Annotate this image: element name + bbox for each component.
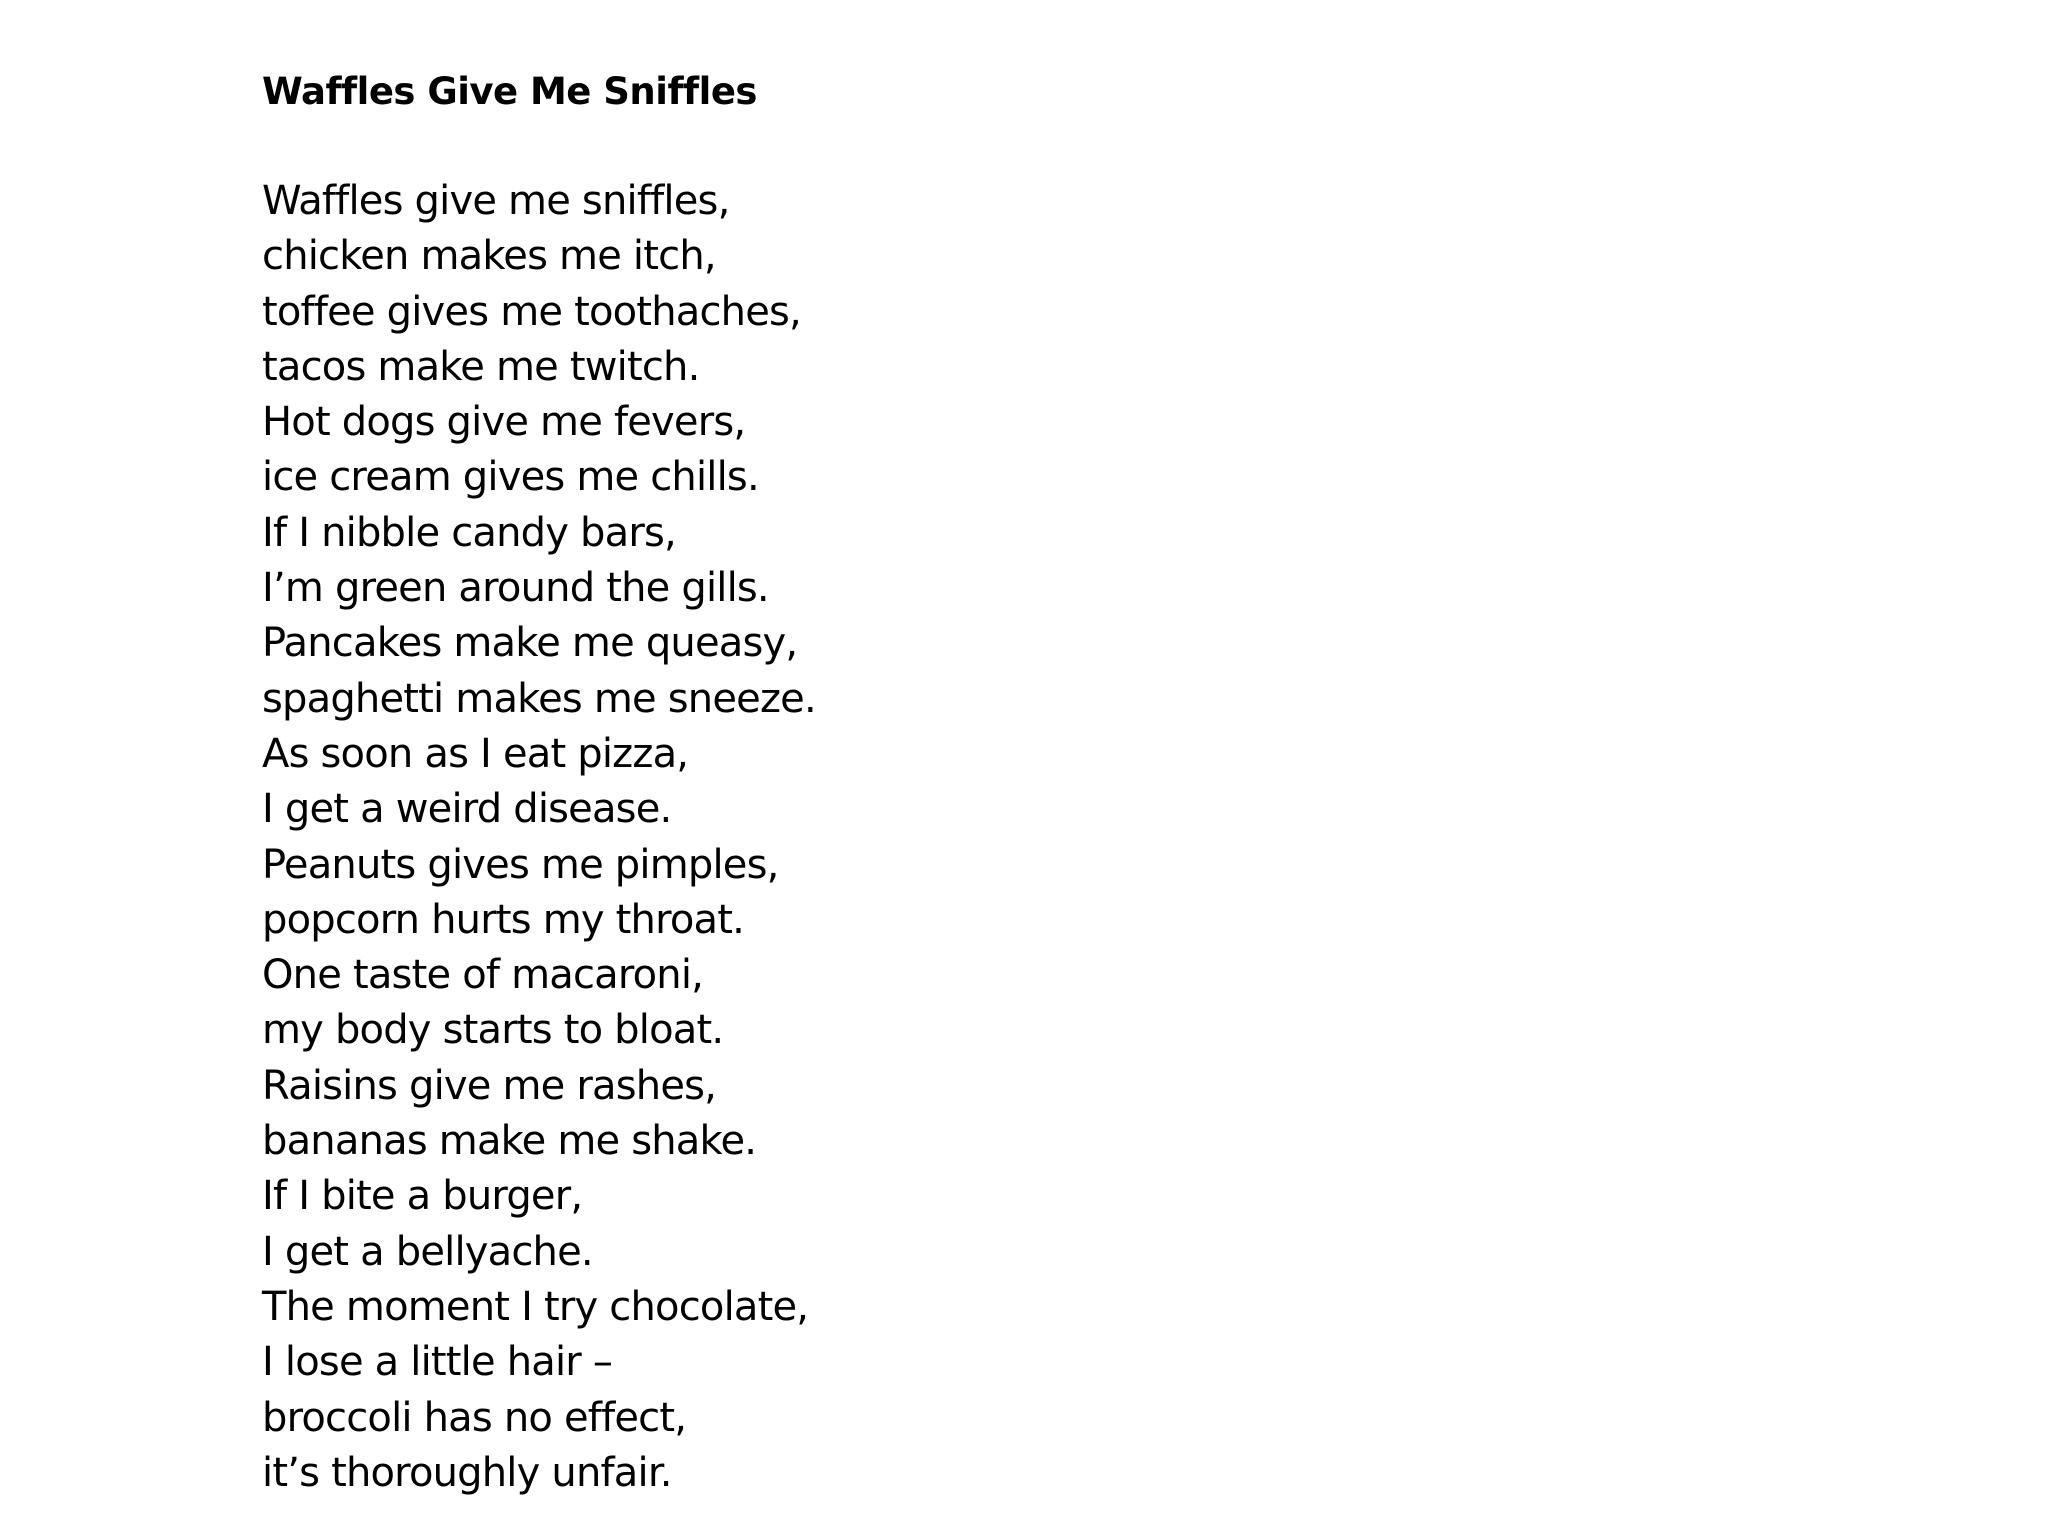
poem-line: Waffles give me sniffles, bbox=[262, 178, 730, 224]
poem-line: One taste of macaroni, bbox=[262, 952, 704, 999]
poem-line: I’m green around the gills. bbox=[262, 565, 769, 612]
poem-line: ice cream gives me chills. bbox=[262, 454, 759, 501]
poem-line: tacos make me twitch. bbox=[262, 343, 700, 390]
poem-line: If I nibble candy bars, bbox=[262, 509, 676, 556]
poem-line: popcorn hurts my throat. bbox=[262, 896, 745, 943]
poem-line: chicken makes me itch, bbox=[262, 233, 716, 280]
poem-title: Waffles Give Me Sniffles bbox=[262, 70, 757, 113]
poem-line: it’s thoroughly unfair. bbox=[262, 1449, 672, 1496]
poem-line: I lose a little hair – bbox=[262, 1339, 613, 1386]
poem-line: Peanuts gives me pimples, bbox=[262, 841, 779, 888]
poem-body bbox=[262, 174, 1462, 1501]
poem-line: I get a bellyache. bbox=[262, 1228, 593, 1275]
poem-line: If I bite a burger, bbox=[262, 1173, 583, 1220]
poem bbox=[262, 64, 1462, 1501]
poem-line: bananas make me shake. bbox=[262, 1118, 757, 1165]
poem-line: The moment I try chocolate, bbox=[262, 1283, 809, 1330]
poem-line: I get a weird disease. bbox=[262, 786, 672, 833]
poem-line: Raisins give me rashes, bbox=[262, 1062, 717, 1109]
poem-line: broccoli has no effect, bbox=[262, 1394, 687, 1441]
poem-line: toffee gives me toothaches, bbox=[262, 288, 801, 335]
poem-line: As soon as I eat pizza, bbox=[262, 730, 689, 777]
poem-line: Pancakes make me queasy, bbox=[262, 620, 798, 667]
title-spacer bbox=[262, 120, 1462, 174]
poem-line: Hot dogs give me fevers, bbox=[262, 399, 746, 446]
poem-line: my body starts to bloat. bbox=[262, 1007, 724, 1054]
poem-line: spaghetti makes me sneeze. bbox=[262, 675, 816, 722]
